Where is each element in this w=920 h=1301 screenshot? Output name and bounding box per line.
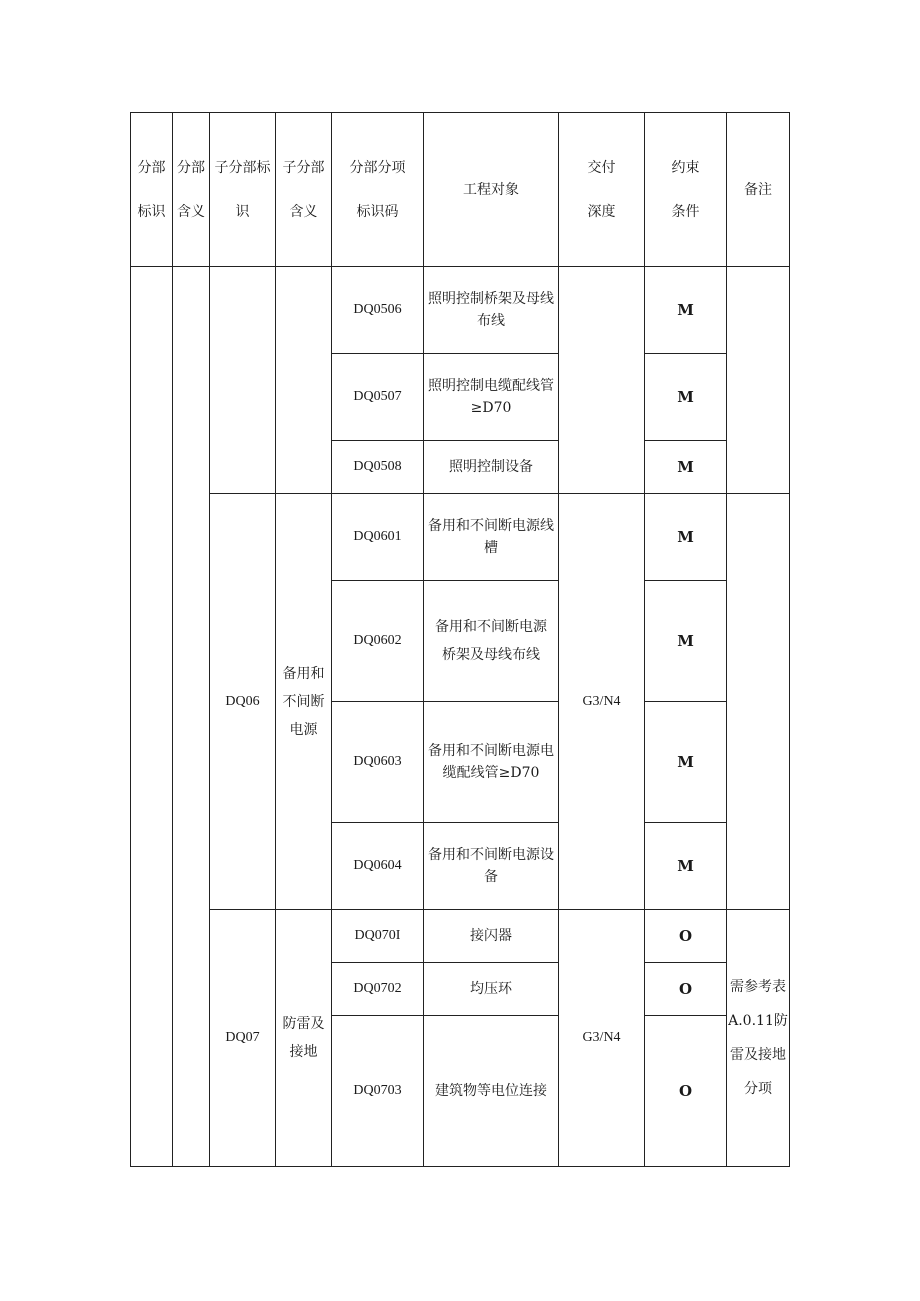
object-cell: 建筑物等电位连接 — [424, 1016, 559, 1167]
item-code: DQ0702 — [332, 963, 424, 1016]
item-code: DQ0507 — [332, 354, 424, 441]
object-cell: 备用和不间断电源桥架及母线布线 — [424, 581, 559, 702]
constraint-cell: O — [645, 963, 727, 1016]
subdivision-meaning-cell: 防雷及接地 — [276, 910, 332, 1167]
remark-cell: 需参考表A.0.11防雷及接地分项 — [727, 910, 790, 1167]
object-cell: 备用和不间断电源线槽 — [424, 494, 559, 581]
object-cell: 备用和不间断电源设备 — [424, 823, 559, 910]
header-object: 工程对象 — [424, 113, 559, 267]
subdivision-meaning-cell: 备用和不间断电源 — [276, 494, 332, 910]
header-item-code: 分部分项标识码 — [332, 113, 424, 267]
constraint-cell: O — [645, 1016, 727, 1167]
subdivision-meaning-cell — [276, 267, 332, 494]
item-code: DQ0508 — [332, 441, 424, 494]
object-cell: 照明控制设备 — [424, 441, 559, 494]
header-division-meaning: 分部含义 — [173, 113, 210, 267]
constraint-cell: M — [645, 494, 727, 581]
depth-cell: G3/N4 — [559, 910, 645, 1167]
item-code: DQ070I — [332, 910, 424, 963]
header-depth: 交付深度 — [559, 113, 645, 267]
header-remark: 备注 — [727, 113, 790, 267]
table-row — [131, 494, 790, 581]
header-subdivision-meaning: 子分部含义 — [276, 113, 332, 267]
item-code: DQ0602 — [332, 581, 424, 702]
constraint-cell: M — [645, 267, 727, 354]
division-meaning-cell — [173, 267, 210, 1167]
header-constraint: 约束条件 — [645, 113, 727, 267]
division-id-cell — [131, 267, 173, 1167]
header-subdivision-id: 子分部标识 — [210, 113, 276, 267]
constraint-cell: M — [645, 354, 727, 441]
table-row — [131, 910, 790, 963]
table-row — [131, 267, 790, 354]
constraint-cell: M — [645, 823, 727, 910]
object-cell: 接闪器 — [424, 910, 559, 963]
item-code: DQ0703 — [332, 1016, 424, 1167]
constraint-cell: O — [645, 910, 727, 963]
remark-cell — [727, 494, 790, 910]
object-cell: 备用和不间断电源电缆配线管≥D70 — [424, 702, 559, 823]
depth-cell: G3/N4 — [559, 494, 645, 910]
standards-table — [130, 112, 790, 1167]
depth-cell — [559, 267, 645, 494]
object-cell: 照明控制电缆配线管≥D70 — [424, 354, 559, 441]
constraint-cell: M — [645, 702, 727, 823]
subdivision-id-cell — [210, 267, 276, 494]
subdivision-id-cell: DQ07 — [210, 910, 276, 1167]
item-code: DQ0506 — [332, 267, 424, 354]
item-code: DQ0603 — [332, 702, 424, 823]
subdivision-id-cell: DQ06 — [210, 494, 276, 910]
item-code: DQ0604 — [332, 823, 424, 910]
header-row — [131, 113, 790, 267]
constraint-cell: M — [645, 441, 727, 494]
object-cell: 均压环 — [424, 963, 559, 1016]
item-code: DQ0601 — [332, 494, 424, 581]
object-cell: 照明控制桥架及母线布线 — [424, 267, 559, 354]
constraint-cell: M — [645, 581, 727, 702]
header-division-id: 分部标识 — [131, 113, 173, 267]
remark-cell — [727, 267, 790, 494]
